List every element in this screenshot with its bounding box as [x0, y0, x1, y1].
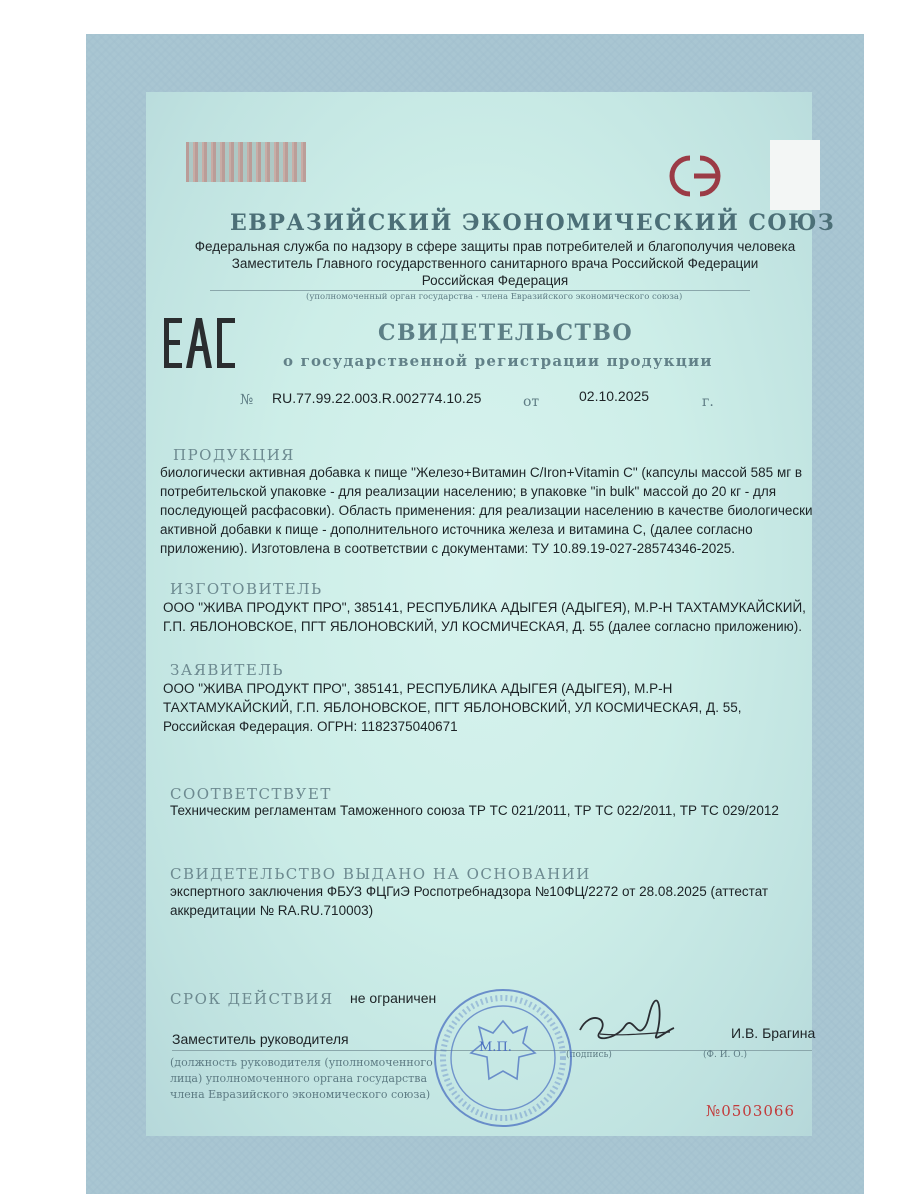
fio-caption: (Ф. И. О.) [703, 1050, 748, 1060]
product-text: биологически активная добавка к пище "Железо+Витамин C/Iron+Vitamin C" (капсулы массой 585 мг в потребительской упаковке - для реализации населению; в упаковке "in bulk" массой до 20 кг - для последующей расфасовки). Область применения: для реализации населению в качестве биологически активной добавки к пище - дополнительного источника железа и витамина С, (далее согласно приложению). Изготовлена в соответствии с документами: ТУ 10.89.19-027-28574346-2025. [160, 465, 813, 556]
signer-name: И.В. Брагина [731, 1025, 816, 1041]
from-label: от [523, 394, 540, 410]
applicant-text: ООО "ЖИВА ПРОДУКТ ПРО", 385141, РЕСПУБЛИКА АДЫГЕЯ (АДЫГЕЯ), М.Р-Н ТАХТАМУКАЙСКИЙ, Г.П. ЯБЛОНОВСКОЕ, ПГТ ЯБЛОНОВСКИЙ, УЛ КОСМИЧЕСКАЯ, Д. 55, Российская Федерация. ОГРН: 1182375040671 [163, 681, 742, 734]
manufacturer-heading: ИЗГОТОВИТЕЛЬ [170, 580, 323, 598]
certificate-title: СВИДЕТЕЛЬСТВО [378, 320, 634, 346]
conformity-heading: СООТВЕТСТВУЕТ [170, 785, 332, 803]
caption-line-1: (должность руководителя (уполномоченного [170, 1056, 433, 1069]
basis-text: экспертного заключения ФБУЗ ФЦГиЭ Роспотребнадзора №10ФЦ/2272 от 28.08.2025 (аттестат аккредитации № RA.RU.710003) [170, 884, 769, 918]
issuing-agency [170, 238, 820, 289]
validity-value: не ограничен [350, 990, 437, 1006]
signer-position: Заместитель руководителя [172, 1031, 349, 1047]
form-number: №0503066 [706, 1102, 795, 1120]
number-label: № [240, 392, 254, 408]
year-suffix: г. [702, 394, 714, 410]
agency-caption: (уполномоченный орган государства - члена Евразийского экономического союза) [306, 292, 683, 302]
applicant-heading: ЗАЯВИТЕЛЬ [170, 661, 285, 679]
conformity-text: Техническим регламентам Таможенного союза ТР ТС 021/2011, ТР ТС 022/2011, ТР ТС 029/2012 [170, 803, 779, 818]
product-heading: ПРОДУКЦИЯ [173, 446, 295, 464]
agency-line-3: Российская Федерация [421, 273, 569, 288]
certificate-subtitle: о государственной регистрации продукции [283, 352, 713, 370]
security-band [186, 142, 306, 182]
official-stamp-icon [418, 983, 588, 1133]
handwritten-signature [570, 990, 680, 1060]
agency-underline [210, 290, 750, 291]
union-title: ЕВРАЗИЙСКИЙ ЭКОНОМИЧЕСКИЙ СОЮЗ [230, 210, 836, 236]
signer-caption [170, 1055, 433, 1103]
validity-heading: СРОК ДЕЙСТВИЯ [170, 990, 334, 1008]
caption-line-3: члена Евразийского экономического союза) [170, 1088, 431, 1101]
manufacturer-text: ООО "ЖИВА ПРОДУКТ ПРО", 385141, РЕСПУБЛИКА АДЫГЕЯ (АДЫГЕЯ), М.Р-Н ТАХТАМУКАЙСКИЙ, Г.П. ЯБЛОНОВСКОЕ, ПГТ ЯБЛОНОВСКИЙ, УЛ КОСМИЧЕСКАЯ, Д. 55 (далее согласно приложению). [163, 600, 806, 634]
issue-date: 02.10.2025 [579, 388, 650, 404]
stamp-mp: М.П. [479, 1040, 512, 1055]
basis-heading: СВИДЕТЕЛЬСТВО ВЫДАНО НА ОСНОВАНИИ [170, 865, 591, 883]
se-logo-icon [656, 148, 736, 204]
certificate-number: RU.77.99.22.003.R.002774.10.25 [272, 390, 482, 406]
eac-logo-icon [162, 314, 242, 372]
blank-patch [770, 140, 820, 210]
agency-line-1: Федеральная служба по надзору в сфере защиты прав потребителей и благополучия человека [194, 239, 796, 254]
agency-line-2: Заместитель Главного государственного санитарного врача Российской Федерации [231, 256, 759, 271]
signature-caption: (подпись) [566, 1050, 612, 1060]
caption-line-2: лица) уполномоченного органа государства [170, 1072, 427, 1085]
